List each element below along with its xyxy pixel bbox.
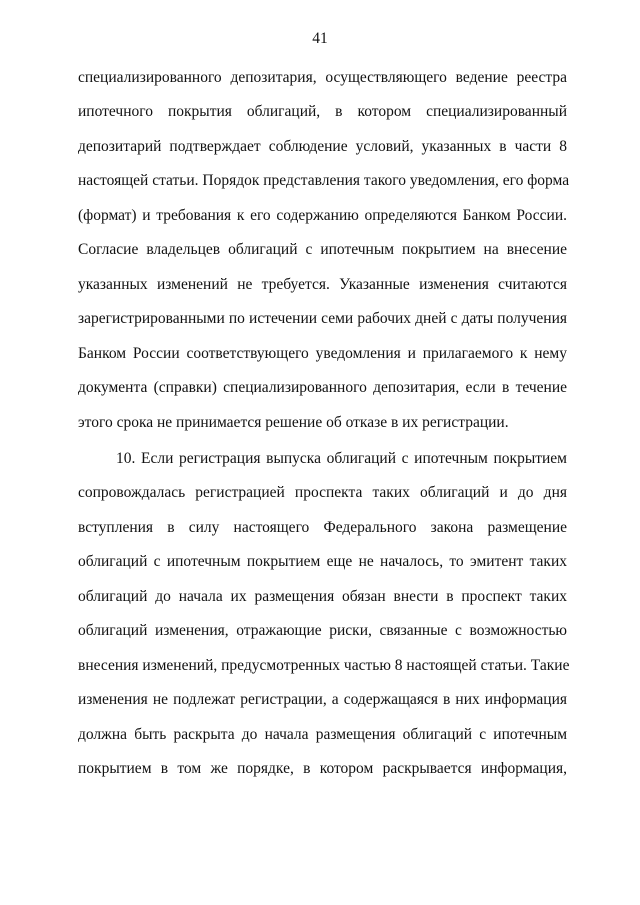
text-line: облигаций с ипотечным покрытием еще не началось, то эмитент таких xyxy=(78,553,567,570)
page-number: 41 xyxy=(312,30,328,47)
text-line: облигаций изменения, отражающие риски, связанные с возможностью xyxy=(78,622,567,639)
text-line: специализированного депозитария, осуществляющего ведение реестра xyxy=(78,69,567,86)
text-line: депозитарий подтверждает соблюдение условий, указанных в части 8 xyxy=(78,138,567,155)
text-line: покрытием в том же порядке, в котором раскрывается информация, xyxy=(78,760,567,777)
text-line: облигаций до начала их размещения обязан внести в проспект таких xyxy=(78,588,567,605)
text-line: Согласие владельцев облигаций с ипотечным покрытием на внесение xyxy=(78,241,567,258)
text-line: внесения изменений, предусмотренных частью 8 настоящей статьи. Такие xyxy=(78,657,570,674)
paragraph-first-line: 10. Если регистрация выпуска облигаций с ипотечным покрытием xyxy=(116,450,567,467)
text-line: Банком России соответствующего уведомления и прилагаемого к нему xyxy=(78,345,567,362)
text-line: должна быть раскрыта до начала размещения облигаций с ипотечным xyxy=(78,726,567,743)
text-line: этого срока не принимается решение об отказе в их регистрации. xyxy=(78,414,509,431)
text-line: зарегистрированными по истечении семи рабочих дней с даты получения xyxy=(78,310,567,327)
text-line: вступления в силу настоящего Федерального закона размещение xyxy=(78,519,567,536)
text-line: сопровождалась регистрацией проспекта таких облигаций и до дня xyxy=(78,484,567,501)
text-line: настоящей статьи. Порядок представления такого уведомления, его форма xyxy=(78,172,570,189)
text-line: изменения не подлежат регистрации, а содержащаяся в них информация xyxy=(78,691,567,708)
text-line: указанных изменений не требуется. Указанные изменения считаются xyxy=(78,276,567,293)
text-line: документа (справки) специализированного депозитария, если в течение xyxy=(78,379,567,396)
text-line: ипотечного покрытия облигаций, в котором специализированный xyxy=(78,103,567,120)
text-line: (формат) и требования к его содержанию определяются Банком России. xyxy=(78,207,567,224)
